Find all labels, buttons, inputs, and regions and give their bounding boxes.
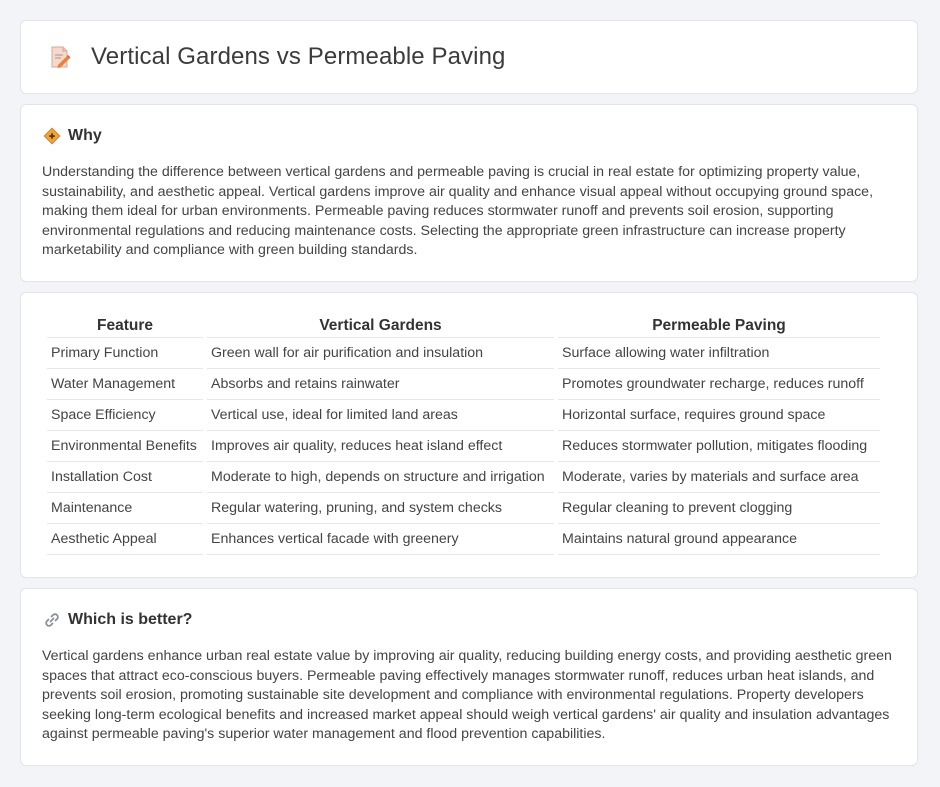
table-row [47,369,880,400]
vertical-gardens-cell: Green wall for air purification and insulation [207,338,554,369]
column-header-vertical-gardens: Vertical Gardens [207,315,554,338]
vertical-gardens-cell: Absorbs and retains rainwater [207,369,554,400]
title-card [20,20,918,94]
vertical-gardens-cell: Improves air quality, reduces heat island effect [207,431,554,462]
why-card [20,104,918,282]
permeable-paving-cell: Reduces stormwater pollution, mitigates flooding [558,431,880,462]
table-row [47,524,880,555]
table-row [47,338,880,369]
why-text: Understanding the difference between vertical gardens and permeable paving is crucial in real estate for optimizing property value, sustainability, and aesthetic appeal. Vertical gardens improve air quality and enhance visual appeal without occupying ground space, making them ideal for urban environments. Permeable paving reduces stormwater runoff and prevents soil erosion, supporting environmental regulations and reducing maintenance costs. Selecting the appropriate green infrastructure can increase property marketability and compliance with green building standards. [42,164,874,258]
column-header-feature: Feature [47,315,203,338]
comparison-card [20,292,918,578]
feature-cell: Maintenance [47,493,203,524]
better-text: Vertical gardens enhance urban real estate value by improving air quality, reducing building energy costs, and providing aesthetic green spaces that attract eco-conscious buyers. Permeable paving effectively manages stormwater runoff, reduces urban heat islands, and prevents soil erosion, promoting sustainable site development and compliance with environmental regulations. Property developers seeking long-term ecological benefits and increased market appeal should weigh vertical gardens' air quality and insulation advantages against permeable paving's superior water management and flood prevention capabilities. [42,648,892,742]
diamond-sign-icon [43,127,61,145]
table-row [47,400,880,431]
table-row [47,493,880,524]
permeable-paving-cell: Maintains natural ground appearance [558,524,880,555]
feature-cell: Space Efficiency [47,400,203,431]
vertical-gardens-cell: Enhances vertical facade with greenery [207,524,554,555]
feature-cell: Installation Cost [47,462,203,493]
which-is-better-card [20,588,918,766]
feature-cell: Environmental Benefits [47,431,203,462]
table-row [47,431,880,462]
column-header-permeable-paving: Permeable Paving [558,315,880,338]
permeable-paving-cell: Regular cleaning to prevent clogging [558,493,880,524]
feature-cell: Water Management [47,369,203,400]
why-header [43,127,102,145]
permeable-paving-cell: Horizontal surface, requires ground space [558,400,880,431]
link-icon [43,611,61,629]
vertical-gardens-cell: Regular watering, pruning, and system checks [207,493,554,524]
title-row [47,43,505,71]
vertical-gardens-cell: Vertical use, ideal for limited land areas [207,400,554,431]
vertical-gardens-cell: Moderate to high, depends on structure and irrigation [207,462,554,493]
why-heading: Why [68,127,102,144]
table-row [47,462,880,493]
document-pencil-icon [47,44,73,70]
permeable-paving-cell: Promotes groundwater recharge, reduces runoff [558,369,880,400]
comparison-table [43,315,884,555]
permeable-paving-cell: Moderate, varies by materials and surface area [558,462,880,493]
better-heading: Which is better? [68,611,193,628]
feature-cell: Primary Function [47,338,203,369]
table-header-row [47,315,880,338]
better-header [43,611,192,629]
feature-cell: Aesthetic Appeal [47,524,203,555]
page-title: Vertical Gardens vs Permeable Paving [91,43,506,70]
permeable-paving-cell: Surface allowing water infiltration [558,338,880,369]
